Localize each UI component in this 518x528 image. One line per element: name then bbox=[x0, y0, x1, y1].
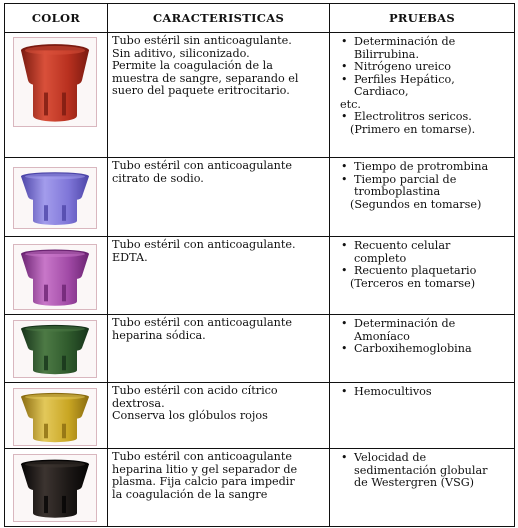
tube-row bbox=[5, 158, 515, 237]
tube-cap-icon bbox=[14, 455, 96, 521]
tube-row bbox=[5, 449, 515, 527]
tube-cap-icon bbox=[14, 321, 96, 377]
test-line: de Westergren (VSG) bbox=[354, 476, 475, 489]
tube-row bbox=[5, 383, 515, 449]
test-line: tromboplastina bbox=[354, 185, 441, 198]
test-item bbox=[340, 386, 510, 399]
pruebas-cell bbox=[330, 383, 515, 449]
test-line: • Perfiles Hepático, bbox=[354, 72, 455, 86]
test-etc: etc. bbox=[340, 97, 361, 111]
caracteristicas-cell bbox=[108, 237, 330, 315]
test-line: • Hemocultivos bbox=[354, 385, 432, 398]
test-list bbox=[330, 33, 514, 136]
test-line: Bilirrubina. bbox=[354, 47, 420, 61]
caracteristicas-cell bbox=[108, 449, 330, 527]
test-item bbox=[340, 343, 510, 356]
test-line: • Tiempo de protrombina bbox=[354, 160, 489, 173]
description-line: Tubo estéril sin anticoagulante. bbox=[112, 34, 292, 47]
description-line: citrato de sodio. bbox=[112, 171, 204, 185]
description-line: Tubo estéril con anticoagulante bbox=[112, 450, 292, 463]
description-line: Tubo estéril con acido cítrico bbox=[112, 384, 278, 397]
tube-cap-image bbox=[13, 244, 97, 310]
caracteristicas-cell bbox=[108, 158, 330, 237]
description-line: Permite la coagulación de la bbox=[112, 59, 273, 72]
description-line: Sin aditivo, siliconizado. bbox=[112, 46, 250, 60]
tube-row bbox=[5, 315, 515, 383]
test-line: Amoníaco bbox=[354, 329, 410, 343]
tube-cap-image bbox=[13, 167, 97, 229]
description-line: heparina sódica. bbox=[112, 328, 206, 342]
test-line: • Determinación de bbox=[354, 317, 456, 330]
test-line: • Tiempo parcial de bbox=[354, 172, 457, 186]
test-item bbox=[340, 111, 510, 124]
tube-cap-image bbox=[13, 320, 97, 378]
blood-tube-table bbox=[4, 3, 515, 527]
test-item bbox=[340, 452, 510, 490]
test-line: • Determinación de bbox=[354, 35, 456, 48]
description-line: dextrosa. bbox=[112, 396, 165, 410]
header-color: COLOR bbox=[5, 4, 108, 33]
pruebas-cell bbox=[330, 237, 515, 315]
color-cell bbox=[5, 449, 108, 527]
tube-cap-image bbox=[13, 37, 97, 127]
test-list bbox=[330, 158, 514, 211]
description-line: EDTA. bbox=[112, 250, 148, 264]
test-line: completo bbox=[354, 251, 407, 265]
header-row bbox=[5, 4, 515, 33]
description-line: heparina litio y gel separador de bbox=[112, 462, 298, 476]
test-line: • Carboxihemoglobina bbox=[354, 342, 472, 355]
test-list bbox=[330, 449, 514, 490]
test-line: sedimentación globular bbox=[354, 463, 488, 477]
test-item bbox=[340, 36, 510, 61]
color-cell bbox=[5, 33, 108, 158]
color-cell bbox=[5, 383, 108, 449]
tube-cap-icon bbox=[14, 245, 96, 309]
tube-cap-image bbox=[13, 388, 97, 446]
header-pruebas: PRUEBAS bbox=[330, 4, 515, 33]
pruebas-cell bbox=[330, 158, 515, 237]
test-line: • Recuento celular bbox=[354, 239, 451, 252]
description-line: plasma. Fija calcio para impedir bbox=[112, 475, 295, 488]
description-line: Tubo estéril con anticoagulante bbox=[112, 316, 292, 329]
test-item bbox=[340, 240, 510, 265]
description-line: Conserva los glóbulos rojos bbox=[112, 409, 268, 422]
pruebas-cell bbox=[330, 315, 515, 383]
caracteristicas-cell bbox=[108, 315, 330, 383]
test-item bbox=[340, 318, 510, 343]
color-cell bbox=[5, 315, 108, 383]
test-item bbox=[340, 74, 510, 99]
test-list bbox=[330, 383, 514, 399]
test-list bbox=[330, 315, 514, 356]
color-cell bbox=[5, 237, 108, 315]
description-line: la coagulación de la sangre bbox=[112, 487, 268, 501]
test-line: • Nitrógeno ureico bbox=[354, 60, 451, 73]
description-line: Tubo estéril con anticoagulante. bbox=[112, 238, 296, 251]
test-line: Cardiaco, bbox=[354, 85, 409, 98]
pruebas-cell bbox=[330, 449, 515, 527]
caracteristicas-cell bbox=[108, 33, 330, 158]
tube-cap-icon bbox=[14, 38, 96, 126]
description-line: Tubo estéril con anticoagulante bbox=[112, 159, 292, 172]
test-list bbox=[330, 237, 514, 290]
tube-cap-icon bbox=[14, 168, 96, 228]
test-line: • Velocidad de bbox=[354, 451, 427, 464]
color-cell bbox=[5, 158, 108, 237]
tube-cap-image bbox=[13, 454, 97, 522]
test-item bbox=[340, 174, 510, 199]
tube-row bbox=[5, 237, 515, 315]
test-item bbox=[340, 61, 510, 74]
header-caracteristicas: CARACTERISTICAS bbox=[108, 4, 330, 33]
description-line: muestra de sangre, separando el bbox=[112, 71, 299, 85]
description-line: suero del paquete eritrocitario. bbox=[112, 84, 290, 97]
draw-order-note: (Segundos en tomarse) bbox=[350, 197, 482, 211]
pruebas-cell bbox=[330, 33, 515, 158]
draw-order-note: (Primero en tomarse). bbox=[350, 122, 476, 136]
tube-cap-icon bbox=[14, 389, 96, 445]
test-item bbox=[340, 161, 510, 174]
draw-order-note: (Terceros en tomarse) bbox=[350, 276, 476, 290]
test-line: • Electrolitros sericos. bbox=[354, 110, 472, 123]
tube-row bbox=[5, 33, 515, 158]
test-item bbox=[340, 265, 510, 278]
test-line: • Recuento plaquetario bbox=[354, 264, 477, 277]
caracteristicas-cell bbox=[108, 383, 330, 449]
